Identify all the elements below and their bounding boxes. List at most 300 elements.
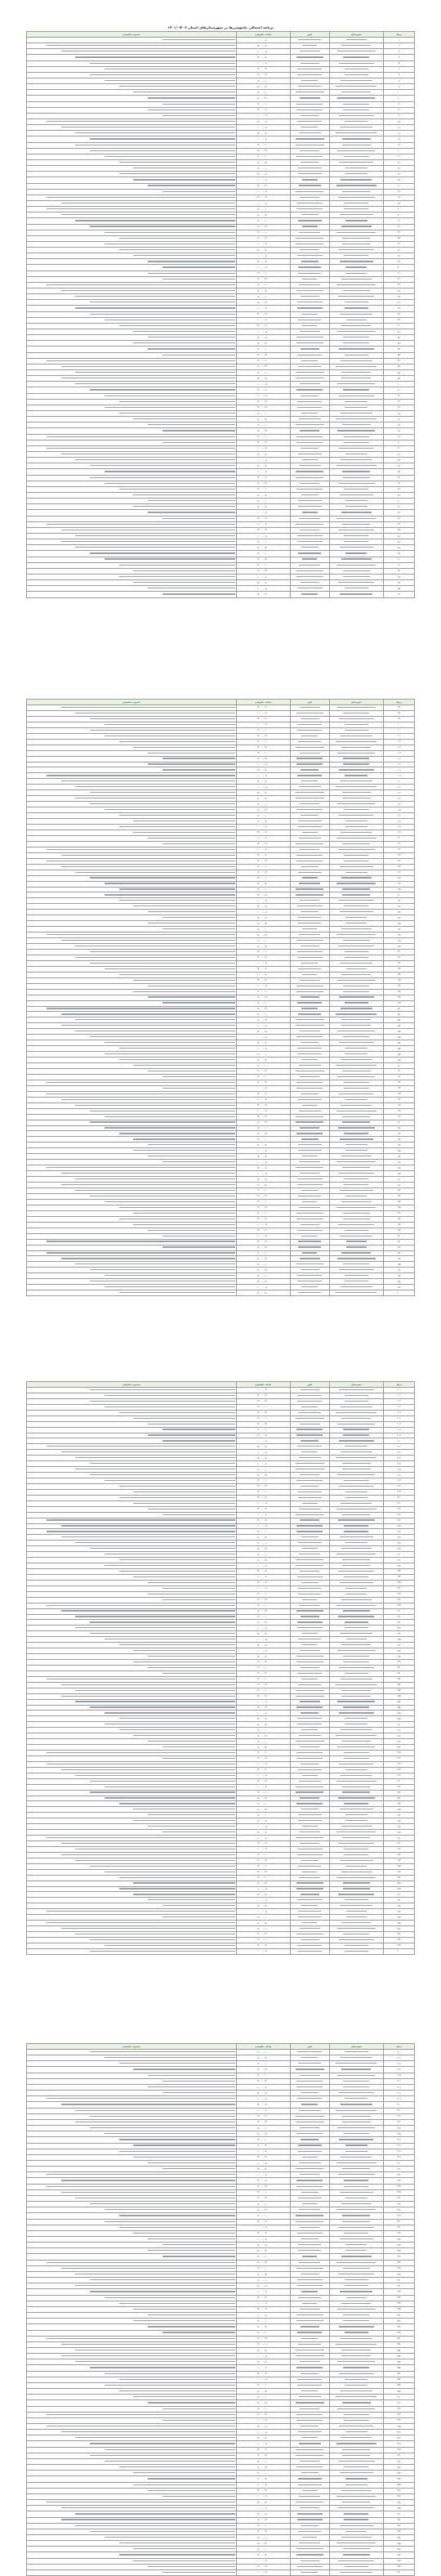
row-time: ۰۸:۰۰ - ۱۰:۰۰ xyxy=(236,306,291,311)
text-placeholder xyxy=(345,2531,367,2532)
row-city xyxy=(329,944,384,950)
row-area xyxy=(291,1626,330,1631)
row-city xyxy=(329,2172,384,2178)
row-time: ۱۰:۰۰ - ۱۲:۰۰ xyxy=(236,2061,291,2067)
table-row xyxy=(27,745,415,750)
table-row xyxy=(27,1948,415,1954)
row-time: ۱۴:۰۰ - ۱۶:۰۰ xyxy=(236,1597,291,1603)
text-placeholder xyxy=(133,1576,234,1577)
outage-table xyxy=(26,2043,415,2576)
table-row xyxy=(27,858,415,864)
row-time: ۱۲:۰۰ - ۱۴:۰۰ xyxy=(236,1102,291,1108)
text-placeholder xyxy=(133,2472,234,2473)
row-city xyxy=(329,458,384,463)
row-number: ۴۴ xyxy=(384,288,415,294)
table-row xyxy=(27,1886,415,1892)
text-placeholder xyxy=(343,2320,369,2321)
row-area xyxy=(291,516,330,521)
column-header-area: امور xyxy=(291,32,330,38)
row-description xyxy=(27,1108,237,1114)
row-description xyxy=(27,1233,237,1239)
text-placeholder xyxy=(47,1082,235,1083)
text-placeholder xyxy=(340,2238,373,2239)
row-time: ۱۴:۰۰ - ۱۶:۰۰ xyxy=(236,2248,291,2254)
row-number: ۳۱۹ xyxy=(384,2154,415,2160)
table-row xyxy=(27,2084,415,2090)
row-city xyxy=(329,475,384,481)
row-number: ۲۲۵ xyxy=(384,1523,415,1529)
row-area xyxy=(291,762,330,767)
text-placeholder xyxy=(299,1207,320,1208)
row-area xyxy=(291,2400,330,2406)
row-city xyxy=(329,230,384,235)
table-row xyxy=(27,177,415,183)
row-area xyxy=(291,1450,330,1456)
row-description xyxy=(27,1512,237,1518)
row-description xyxy=(27,1926,237,1932)
row-number: ۲۷۵ xyxy=(384,1807,415,1813)
row-number: ۳۲۷ xyxy=(384,2202,415,2207)
table-row xyxy=(27,1585,415,1591)
text-placeholder xyxy=(344,1803,368,1804)
text-placeholder xyxy=(345,121,368,122)
table-row xyxy=(27,802,415,807)
table-row xyxy=(27,1801,415,1807)
text-placeholder xyxy=(300,197,319,198)
row-city xyxy=(329,2184,384,2189)
table-row xyxy=(27,1603,415,1608)
text-placeholder xyxy=(296,1525,323,1526)
row-city xyxy=(329,2412,384,2417)
table-row xyxy=(27,2435,415,2441)
text-placeholder xyxy=(301,2560,319,2561)
row-area xyxy=(291,148,330,154)
text-placeholder xyxy=(296,2355,324,2356)
row-city xyxy=(329,1728,384,1733)
row-city xyxy=(329,773,384,779)
row-time: ۱۲:۰۰ - ۱۴:۰۰ xyxy=(236,1154,291,1160)
text-placeholder xyxy=(90,1389,234,1390)
text-placeholder xyxy=(343,2314,369,2315)
text-placeholder xyxy=(105,2385,235,2386)
table-row xyxy=(27,1591,415,1597)
row-description xyxy=(27,183,237,189)
row-number: ۳۱۰ xyxy=(384,2102,415,2108)
row-area xyxy=(291,364,330,369)
table-row xyxy=(27,265,415,271)
table-row xyxy=(27,2324,415,2330)
row-city xyxy=(329,347,384,352)
text-placeholder xyxy=(301,2373,318,2374)
row-city xyxy=(329,977,384,983)
row-area xyxy=(291,710,330,716)
text-placeholder xyxy=(298,2531,321,2532)
row-city xyxy=(329,516,384,521)
row-area xyxy=(291,1665,330,1670)
text-placeholder xyxy=(298,1150,322,1151)
row-time: ۱۲:۰۰ - ۱۴:۰۰ xyxy=(236,248,291,253)
row-number: ۲۶۸ xyxy=(384,1767,415,1773)
text-placeholder xyxy=(300,900,319,901)
text-placeholder xyxy=(90,1706,234,1707)
table-row xyxy=(27,586,415,592)
row-area xyxy=(291,568,330,574)
row-description xyxy=(27,2447,237,2453)
row-city xyxy=(329,1137,384,1143)
text-placeholder xyxy=(133,2320,234,2321)
text-placeholder xyxy=(119,576,235,577)
table-row xyxy=(27,486,415,492)
text-placeholder xyxy=(297,2098,322,2099)
row-number: ۶۷ xyxy=(384,423,415,428)
text-placeholder xyxy=(341,1418,371,1419)
row-description xyxy=(27,2430,237,2435)
text-placeholder xyxy=(344,442,369,443)
text-placeholder xyxy=(133,2309,234,2310)
row-time: ۰۸:۰۰ - ۱۰:۰۰ xyxy=(236,1148,291,1154)
row-city xyxy=(329,136,384,142)
row-description xyxy=(27,2126,237,2131)
row-area xyxy=(291,2523,330,2529)
row-city xyxy=(329,2289,384,2295)
text-placeholder xyxy=(297,2279,323,2280)
text-placeholder xyxy=(296,2414,323,2415)
row-number: ۱۷۳ xyxy=(384,1137,415,1143)
row-number: ۳۸۶ xyxy=(384,2547,415,2552)
row-city xyxy=(329,1784,384,1790)
row-description xyxy=(27,1580,237,1585)
row-city xyxy=(329,1205,384,1210)
row-area xyxy=(291,1846,330,1852)
text-placeholder xyxy=(75,307,234,308)
text-placeholder xyxy=(133,1661,234,1662)
row-area xyxy=(291,847,330,852)
text-placeholder xyxy=(341,1201,372,1202)
row-time: ۱۰:۰۰ - ۱۲:۰۰ xyxy=(236,218,291,224)
row-description xyxy=(27,773,237,779)
row-city xyxy=(329,955,384,960)
text-placeholder xyxy=(340,314,372,315)
row-city xyxy=(329,1461,384,1467)
row-number: ۲۲۷ xyxy=(384,1535,415,1541)
row-time: ۱۰:۰۰ - ۱۲:۰۰ xyxy=(236,2319,291,2324)
row-area xyxy=(291,1818,330,1824)
row-description xyxy=(27,2400,237,2406)
row-city xyxy=(329,1216,384,1222)
table-row xyxy=(27,1620,415,1626)
table-row xyxy=(27,2471,415,2476)
row-time: ۱۴:۰۰ - ۱۶:۰۰ xyxy=(236,2207,291,2213)
table-row xyxy=(27,1699,415,1705)
row-city xyxy=(329,750,384,756)
text-placeholder xyxy=(299,518,320,519)
row-city xyxy=(329,2359,384,2365)
row-area xyxy=(291,785,330,790)
row-number: ۴۲ xyxy=(384,276,415,282)
row-time: ۱۴:۰۰ - ۱۶:۰۰ xyxy=(236,224,291,230)
table-row xyxy=(27,2465,415,2471)
row-number: ۳۴۲ xyxy=(384,2289,415,2295)
table-row xyxy=(27,892,415,898)
text-placeholder xyxy=(105,80,235,81)
text-placeholder xyxy=(90,138,234,139)
row-description xyxy=(27,2476,237,2482)
row-time: ۱۲:۰۰ - ۱۴:۰۰ xyxy=(236,892,291,898)
row-city xyxy=(329,49,384,55)
row-city xyxy=(329,1574,384,1580)
row-city xyxy=(329,1603,384,1608)
row-description xyxy=(27,43,237,49)
table-row xyxy=(27,49,415,55)
row-time: ۰۸:۰۰ - ۱۰:۰۰ xyxy=(236,1461,291,1467)
row-description xyxy=(27,364,237,369)
row-area xyxy=(291,60,330,66)
row-city xyxy=(329,276,384,282)
table-row xyxy=(27,870,415,875)
text-placeholder xyxy=(90,63,234,64)
row-area xyxy=(291,1000,330,1006)
row-number: ۲۹۴ xyxy=(384,1915,415,1921)
row-time: ۱۲:۰۰ - ۱۴:۰۰ xyxy=(236,977,291,983)
text-placeholder xyxy=(345,1718,368,1719)
row-description xyxy=(27,2359,237,2365)
row-time: ۱۰:۰۰ - ۱۲:۰۰ xyxy=(236,2395,291,2400)
text-placeholder xyxy=(133,2484,234,2485)
text-placeholder xyxy=(47,1605,235,1606)
text-placeholder xyxy=(336,1292,376,1293)
row-number: ۱۰۳ xyxy=(384,739,415,745)
row-time: ۱۴:۰۰ - ۱۶:۰۰ xyxy=(236,870,291,875)
row-description xyxy=(27,113,237,119)
table-row xyxy=(27,2172,415,2178)
text-placeholder xyxy=(299,2496,320,2497)
table-row xyxy=(27,96,415,101)
row-number: ۱۹۲ xyxy=(384,1245,415,1250)
row-city xyxy=(329,1852,384,1858)
text-placeholder xyxy=(105,2133,235,2134)
table-header-row xyxy=(27,1382,415,1388)
row-city xyxy=(329,2137,384,2143)
row-time: ۱۲:۰۰ - ۱۴:۰۰ xyxy=(236,1654,291,1660)
row-time: ۱۲:۰۰ - ۱۴:۰۰ xyxy=(236,107,291,113)
row-description xyxy=(27,2073,237,2078)
row-description xyxy=(27,1620,237,1626)
row-time: ۱۲:۰۰ - ۱۴:۰۰ xyxy=(236,1279,291,1285)
text-placeholder xyxy=(105,483,235,484)
row-city xyxy=(329,504,384,510)
table-row xyxy=(27,1199,415,1205)
row-description xyxy=(27,790,237,796)
row-city xyxy=(329,927,384,932)
row-time: ۱۴:۰۰ - ۱۶:۰۰ xyxy=(236,2389,291,2395)
text-placeholder xyxy=(344,255,368,256)
table-row xyxy=(27,2289,415,2295)
row-area xyxy=(291,2278,330,2283)
row-city xyxy=(329,910,384,915)
row-number: ۱۲۹ xyxy=(384,887,415,892)
row-number: ۱۵۷ xyxy=(384,1046,415,1052)
row-area xyxy=(291,1250,330,1256)
table-row xyxy=(27,1643,415,1648)
text-placeholder xyxy=(342,2168,370,2169)
row-city xyxy=(329,2511,384,2517)
row-city xyxy=(329,2225,384,2230)
table-row xyxy=(27,966,415,972)
row-city xyxy=(329,1643,384,1648)
table-row xyxy=(27,796,415,802)
row-time: ۰۸:۰۰ - ۱۰:۰۰ xyxy=(236,1898,291,1903)
table-row xyxy=(27,785,415,790)
row-number: ۲۱ xyxy=(384,154,415,159)
text-placeholder xyxy=(302,877,318,878)
row-time: ۱۲:۰۰ - ۱۴:۰۰ xyxy=(236,387,291,393)
row-number: ۲۰۶ xyxy=(384,1415,415,1421)
row-time: ۱۲:۰۰ - ۱۴:۰۰ xyxy=(236,131,291,136)
row-city xyxy=(329,830,384,835)
text-placeholder xyxy=(119,401,235,402)
row-area xyxy=(291,1830,330,1836)
text-placeholder xyxy=(105,2373,235,2374)
text-placeholder xyxy=(75,1263,234,1264)
text-placeholder xyxy=(105,2449,235,2450)
text-placeholder xyxy=(296,1418,324,1419)
row-time: ۱۲:۰۰ - ۱۴:۰۰ xyxy=(236,463,291,469)
text-placeholder xyxy=(90,477,234,478)
table-row xyxy=(27,516,415,521)
text-placeholder xyxy=(341,1775,372,1776)
row-area xyxy=(291,2476,330,2482)
text-placeholder xyxy=(339,1440,374,1441)
table-row xyxy=(27,2265,415,2271)
row-area xyxy=(291,2055,330,2061)
row-description xyxy=(27,1074,237,1080)
row-area xyxy=(291,551,330,557)
row-time: ۱۴:۰۰ - ۱۶:۰۰ xyxy=(236,2131,291,2137)
row-city xyxy=(329,463,384,469)
row-area xyxy=(291,1091,330,1097)
row-description xyxy=(27,265,237,271)
row-number: ۹۳ xyxy=(384,574,415,579)
row-time: ۱۲:۰۰ - ۱۴:۰۰ xyxy=(236,195,291,200)
text-placeholder xyxy=(105,2297,235,2298)
row-number: ۷۱ xyxy=(384,445,415,451)
text-placeholder xyxy=(299,465,321,466)
row-city xyxy=(329,1943,384,1948)
text-placeholder xyxy=(340,214,373,215)
row-city xyxy=(329,2260,384,2265)
row-area xyxy=(291,1137,330,1143)
row-number: ۱۰۴ xyxy=(384,745,415,750)
row-number: ۲۶۶ xyxy=(384,1755,415,1761)
row-area xyxy=(291,825,330,830)
row-area xyxy=(291,1222,330,1228)
text-placeholder xyxy=(90,1269,234,1270)
row-number: ۲۱۰ xyxy=(384,1438,415,1444)
row-area xyxy=(291,1574,330,1580)
row-city xyxy=(329,405,384,410)
row-time: ۱۴:۰۰ - ۱۶:۰۰ xyxy=(236,1473,291,1478)
text-placeholder xyxy=(301,1451,318,1452)
row-city xyxy=(329,1058,384,1063)
text-placeholder xyxy=(298,1292,321,1293)
row-time: ۱۰:۰۰ - ۱۲:۰۰ xyxy=(236,562,291,568)
row-area xyxy=(291,2306,330,2312)
row-area xyxy=(291,2389,330,2395)
text-placeholder xyxy=(343,290,370,291)
row-time: ۱۲:۰۰ - ۱۴:۰۰ xyxy=(236,1495,291,1500)
text-placeholder xyxy=(298,1866,321,1867)
row-city xyxy=(329,445,384,451)
text-placeholder xyxy=(341,1548,372,1549)
text-placeholder xyxy=(75,1178,234,1179)
row-description xyxy=(27,1245,237,1250)
text-placeholder xyxy=(338,1616,374,1617)
table-row xyxy=(27,469,415,475)
text-placeholder xyxy=(119,1486,235,1487)
text-placeholder xyxy=(345,1866,367,1867)
row-description xyxy=(27,510,237,516)
row-number: ۱۲ xyxy=(384,101,415,107)
row-area xyxy=(291,1438,330,1444)
row-description xyxy=(27,1846,237,1852)
row-description xyxy=(27,819,237,825)
text-placeholder xyxy=(163,39,235,40)
row-area xyxy=(291,562,330,568)
row-area xyxy=(291,300,330,306)
text-placeholder xyxy=(298,1542,322,1543)
text-placeholder xyxy=(301,1269,319,1270)
row-city xyxy=(329,101,384,107)
row-description xyxy=(27,370,237,376)
table-row xyxy=(27,1569,415,1575)
row-description xyxy=(27,2417,237,2423)
row-number: ۲۷۲ xyxy=(384,1790,415,1796)
text-placeholder xyxy=(341,2338,372,2339)
table-row xyxy=(27,2319,415,2324)
row-description xyxy=(27,276,237,282)
text-placeholder xyxy=(299,1735,321,1736)
row-city xyxy=(329,166,384,172)
row-city xyxy=(329,847,384,852)
row-time: ۱۴:۰۰ - ۱۶:۰۰ xyxy=(236,1143,291,1148)
row-city xyxy=(329,2178,384,2184)
row-description xyxy=(27,1279,237,1285)
row-area xyxy=(291,2073,330,2078)
text-placeholder xyxy=(341,877,372,878)
row-time: ۱۴:۰۰ - ۱۶:۰۰ xyxy=(236,2476,291,2482)
text-placeholder xyxy=(296,2081,323,2082)
table-row xyxy=(27,166,415,172)
row-number: ۵۰ xyxy=(384,323,415,329)
text-placeholder xyxy=(345,1627,368,1628)
row-time: ۱۰:۰۰ - ۱۲:۰۰ xyxy=(236,1188,291,1194)
table-row xyxy=(27,2377,415,2382)
row-description xyxy=(27,1523,237,1529)
text-placeholder xyxy=(345,1820,368,1821)
row-area xyxy=(291,1393,330,1398)
row-description xyxy=(27,2301,237,2306)
row-time: ۱۴:۰۰ - ۱۶:۰۰ xyxy=(236,1881,291,1886)
table-row xyxy=(27,1404,415,1410)
text-placeholder xyxy=(301,2139,318,2140)
row-city xyxy=(329,492,384,498)
row-area xyxy=(291,288,330,294)
text-placeholder xyxy=(75,1627,234,1628)
row-time: ۰۸:۰۰ - ۱۰:۰۰ xyxy=(236,2493,291,2499)
row-number: ۴۷ xyxy=(384,306,415,311)
row-area xyxy=(291,1262,330,1268)
row-area xyxy=(291,2534,330,2540)
